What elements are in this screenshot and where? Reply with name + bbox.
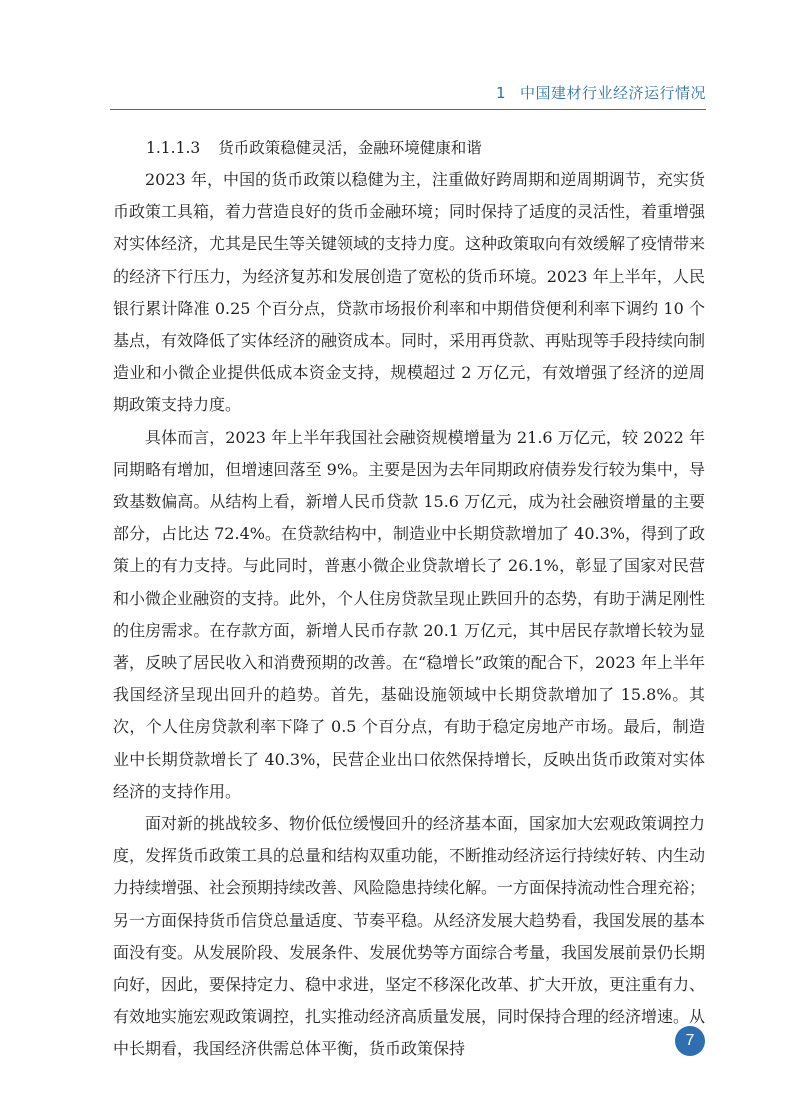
- header-rule: [110, 109, 706, 110]
- page-number: 7: [685, 1032, 695, 1049]
- page-body: [113, 132, 705, 1066]
- page-number-badge: [675, 1026, 705, 1056]
- section-number: 1.1.1.3: [146, 139, 201, 157]
- running-header: [110, 82, 706, 103]
- chapter-number: 1: [495, 84, 506, 102]
- section-heading: [146, 132, 705, 164]
- section-title: 货币政策稳健灵活，金融环境健康和谐: [218, 139, 482, 157]
- body-paragraph-1: 2023 年，中国的货币政策以稳健为主，注重做好跨周期和逆周期调节，充实货币政策工具箱，着力营造良好的货币金融环境；同时保持了适度的灵活性，着重增强对实体经济，尤其是民生等关键领域的支持力度。这种政策取向有效缓解了疫情带来的经济下行压力，为经济复苏和发展创造了宽松的货币环境。2023 年上半年，人民银行累计降准 0.25 个百分点，贷款市场报价利率和中期借贷便利利率下调约 10 个基点，有效降低了实体经济的融资成本。同时，采用再贷款、再贴现等手段持续向制造业和小微企业提供低成本资金支持，规模超过 2 万亿元，有效增强了经济的逆周期政策支持力度。: [113, 170, 706, 415]
- body-paragraph-3: 面对新的挑战较多、物价低位缓慢回升的经济基本面，国家加大宏观政策调控力度，发挥货币政策工具的总量和结构双重功能，不断推动经济运行持续好转、内生动力持续增强、社会预期持续改善、风险隐患持续化解。一方面保持流动性合理充裕；另一方面保持货币信贷总量适度、节奏平稳。从经济发展大趋势看，我国发展的基本面没有变。从发展阶段、发展条件、发展优势等方面综合考量，我国发展前景仍长期向好，因此，要保持定力、稳中求进，坚定不移深化改革、扩大开放，更注重有力、有效地实施宏观政策调控，扎实推动经济高质量发展，同时保持合理的经济增速。从中长期看，我国经济供需总体平衡，货币政策保持: [113, 814, 706, 1059]
- chapter-title: 中国建材行业经济运行情况: [519, 84, 706, 102]
- body-paragraph-2: 具体而言，2023 年上半年我国社会融资规模增量为 21.6 万亿元，较 2022 年同期略有增加，但增速回落至 9%。主要是因为去年同期政府债券发行较为集中，导致基数偏高。从结构上看，新增人民币贷款 15.6 万亿元，成为社会融资增量的主要部分，占比达 72.4%。在贷款结构中，制造业中长期贷款增加了 40.3%，得到了政策上的有力支持。与此同时，普惠小微企业贷款增长了 26.1%，彰显了国家对民营和小微企业融资的支持。此外，个人住房贷款呈现止跌回升的态势，有助于满足刚性的住房需求。在存款方面，新增人民币存款 20.1 万亿元，其中居民存款增长较为显著，反映了居民收入和消费预期的改善。在“稳增长”政策的配合下，2023 年上半年我国经济呈现出回升的趋势。首先，基础设施领域中长期贷款增加了 15.8%。其次，个人住房贷款利率下降了 0.5 个百分点，有助于稳定房地产市场。最后，制造业中长期贷款增长了 40.3%，民营企业出口依然保持增长，反映出货币政策对实体经济的支持作用。: [113, 427, 706, 801]
